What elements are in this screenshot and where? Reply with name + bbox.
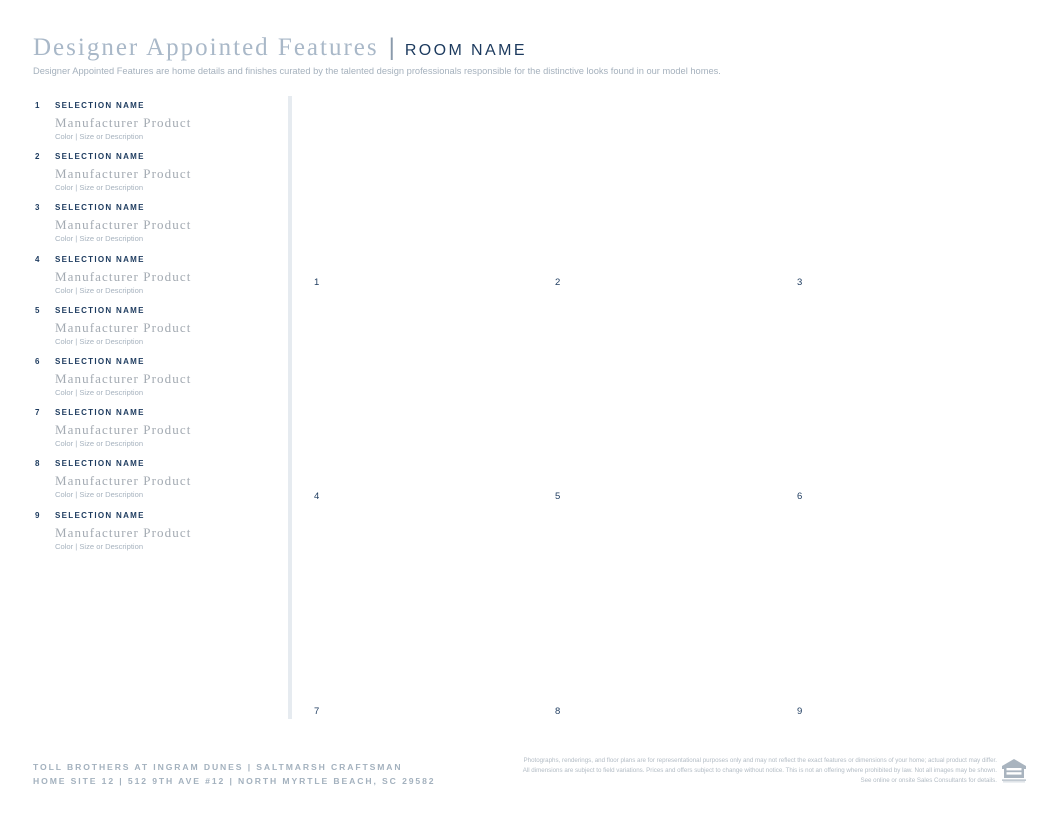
- selection-name: SELECTION NAME: [55, 203, 145, 213]
- selection-item: [35, 99, 275, 150]
- selection-product: Manufacturer Product: [55, 370, 192, 386]
- selection-item: [35, 355, 275, 406]
- selection-product: Manufacturer Product: [55, 319, 192, 335]
- selection-number: 2: [35, 152, 40, 162]
- selection-detail: Color | Size or Description: [55, 387, 144, 397]
- vertical-divider: [288, 96, 292, 719]
- selection-item: [35, 457, 275, 508]
- image-slot-label: 2: [555, 277, 561, 288]
- selection-number: 8: [35, 459, 40, 469]
- selection-product: Manufacturer Product: [55, 217, 192, 233]
- selection-name: SELECTION NAME: [55, 101, 145, 110]
- selection-detail: Color | Size or Description: [55, 183, 144, 193]
- selection-name: SELECTION NAME: [55, 510, 145, 520]
- selection-product: Manufacturer Product: [55, 268, 192, 284]
- selection-number: 7: [35, 408, 40, 418]
- selection-product: Manufacturer Product: [55, 115, 192, 130]
- selection-detail: Color | Size or Description: [55, 336, 144, 346]
- selection-detail: Color | Size or Description: [55, 439, 144, 449]
- selection-number: 3: [35, 203, 40, 213]
- page-header: [33, 34, 527, 62]
- selection-detail: Color | Size or Description: [55, 490, 144, 500]
- selection-detail: Color | Size or Description: [55, 132, 144, 141]
- footer-disclaimer: Photographs, renderings, and floor plans are for representational purposes only and may not reflect the exact features or dimensions of your home; actual product may differ. All dimensions are subject to field variations. Prices and offers subject to change without notice. This is not an offering where prohibited by law. Not all images may be shown. See online or onsite Sales Consultants for details.: [522, 757, 997, 784]
- equal-housing-opportunity-icon: [1001, 757, 1027, 783]
- image-slot-label: 1: [314, 277, 320, 288]
- image-slot-label: 5: [555, 491, 561, 502]
- selection-number: 6: [35, 356, 40, 366]
- image-slot-label: 3: [797, 277, 803, 288]
- selection-product: Manufacturer Product: [55, 524, 192, 540]
- image-slot-label: 7: [314, 706, 320, 717]
- selection-detail: Color | Size or Description: [55, 234, 144, 244]
- page-title: Designer Appointed Features: [33, 34, 379, 61]
- footer-address-line: HOME SITE 12 | 512 9TH AVE #12 | NORTH MYRTLE BEACH, SC 29582: [33, 776, 436, 786]
- selection-product: Manufacturer Product: [55, 473, 192, 489]
- image-slot-label: 8: [555, 706, 561, 717]
- selection-number: 1: [35, 101, 40, 110]
- selection-product: Manufacturer Product: [55, 166, 192, 182]
- selection-product: Manufacturer Product: [55, 422, 192, 438]
- selection-item: [35, 304, 275, 355]
- selection-name: SELECTION NAME: [55, 305, 145, 315]
- selection-list: [35, 99, 275, 560]
- selection-item: [35, 150, 275, 201]
- selection-item: [35, 406, 275, 457]
- selection-item: [35, 253, 275, 304]
- image-slot-label: 6: [797, 491, 803, 502]
- room-name: ROOM NAME: [404, 42, 527, 59]
- image-slot-label: 4: [314, 491, 320, 502]
- selection-number: 4: [35, 254, 40, 264]
- selection-detail: Color | Size or Description: [55, 285, 144, 295]
- selection-item: [35, 201, 275, 252]
- footer-community-info: [33, 760, 435, 788]
- selection-name: SELECTION NAME: [55, 459, 145, 469]
- page-subtitle: Designer Appointed Features are home details and finishes curated by the talented design professionals responsible for the distinctive looks found in our model homes.: [33, 66, 721, 76]
- image-slot-label: 9: [797, 706, 803, 717]
- selection-item: [35, 509, 275, 560]
- footer-community-line: TOLL BROTHERS AT INGRAM DUNES | SALTMARSH CRAFTSMAN: [33, 762, 403, 772]
- selection-name: SELECTION NAME: [55, 152, 145, 162]
- selection-name: SELECTION NAME: [55, 254, 145, 264]
- title-separator: |: [388, 34, 395, 61]
- selection-number: 5: [35, 305, 40, 315]
- selection-name: SELECTION NAME: [55, 356, 145, 366]
- selection-number: 9: [35, 510, 40, 520]
- selection-name: SELECTION NAME: [55, 408, 145, 418]
- selection-detail: Color | Size or Description: [55, 541, 144, 551]
